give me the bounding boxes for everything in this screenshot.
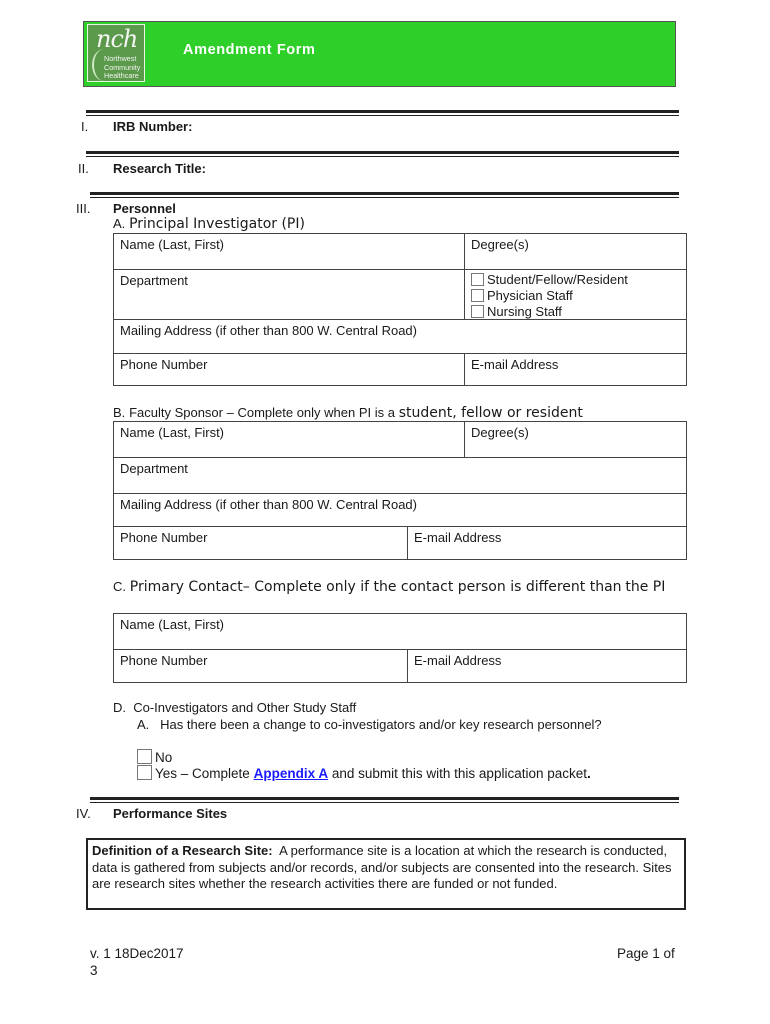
option-no[interactable]: No	[137, 749, 172, 765]
contact-email-field[interactable]: E-mail Address	[407, 649, 687, 683]
checkbox[interactable]	[137, 749, 152, 764]
checkbox[interactable]	[471, 273, 484, 286]
sponsor-phone-field[interactable]: Phone Number	[113, 526, 408, 560]
role-option-physician[interactable]: Physician Staff	[471, 288, 680, 304]
sponsor-heading: B. Faculty Sponsor – Complete only when PI is a student, fellow or resident	[113, 405, 583, 421]
irb-number-label: IRB Number:	[113, 119, 193, 134]
personnel-label: Personnel	[113, 201, 176, 216]
section-divider	[90, 797, 679, 803]
contact-heading: C. Primary Contact– Complete only if the contact person is different than the PI	[113, 579, 666, 595]
coinvestigators-question: A. Has there been a change to co-investigators and/or key research personnel?	[137, 717, 602, 732]
section-divider	[90, 192, 679, 198]
sponsor-name-field[interactable]: Name (Last, First)	[113, 421, 465, 458]
section-number: II.	[78, 161, 89, 176]
version-wrap: 3	[90, 963, 98, 978]
form-title: Amendment Form	[183, 42, 316, 58]
coinvestigators-heading: D. Co-Investigators and Other Study Staff	[113, 700, 357, 715]
contact-phone-field[interactable]: Phone Number	[113, 649, 408, 683]
section-divider	[86, 110, 679, 116]
pi-role-options	[464, 269, 687, 320]
pi-name-field[interactable]: Name (Last, First)	[113, 233, 465, 270]
version-label: v. 1 18Dec2017	[90, 946, 184, 961]
option-yes[interactable]: Yes – Complete Appendix A and submit this with this application packet.	[137, 765, 591, 781]
header-banner	[83, 21, 676, 87]
research-title-label: Research Title:	[113, 161, 206, 176]
pi-degree-field[interactable]: Degree(s)	[464, 233, 687, 270]
contact-name-field[interactable]: Name (Last, First)	[113, 613, 687, 650]
appendix-a-link[interactable]: Appendix A	[253, 766, 329, 781]
checkbox[interactable]	[471, 289, 484, 302]
section-number: IV.	[76, 806, 91, 821]
page-number: Page 1 of	[617, 946, 675, 961]
research-site-definition: Definition of a Research Site: A performance site is a location at which the research is conducted, data is gathered from subjects and/or records, and/or subjects are consented into the research. Sites are research sites whether the research activities there are funded or not funded.	[86, 838, 686, 910]
sponsor-department-field[interactable]: Department	[113, 457, 687, 494]
section-number: III.	[76, 201, 91, 216]
role-option-nursing[interactable]: Nursing Staff	[471, 304, 680, 320]
checkbox[interactable]	[137, 765, 152, 780]
logo-subtitle: Northwest Community Healthcare	[104, 54, 141, 81]
pi-email-field[interactable]: E-mail Address	[464, 353, 687, 386]
section-divider	[86, 151, 679, 157]
logo-wordmark: nch	[96, 25, 138, 53]
sponsor-mailing-address-field[interactable]: Mailing Address (if other than 800 W. Central Road)	[113, 493, 687, 527]
pi-phone-field[interactable]: Phone Number	[113, 353, 465, 386]
pi-heading: A. Principal Investigator (PI)	[113, 216, 305, 232]
sponsor-degree-field[interactable]: Degree(s)	[464, 421, 687, 458]
role-option-student[interactable]: Student/Fellow/Resident	[471, 272, 680, 288]
pi-mailing-address-field[interactable]: Mailing Address (if other than 800 W. Central Road)	[113, 319, 687, 354]
pi-department-field[interactable]: Department	[113, 269, 465, 320]
checkbox[interactable]	[471, 305, 484, 318]
nch-logo	[87, 24, 145, 82]
section-number: I.	[81, 119, 89, 134]
performance-sites-label: Performance Sites	[113, 806, 228, 821]
sponsor-email-field[interactable]: E-mail Address	[407, 526, 687, 560]
